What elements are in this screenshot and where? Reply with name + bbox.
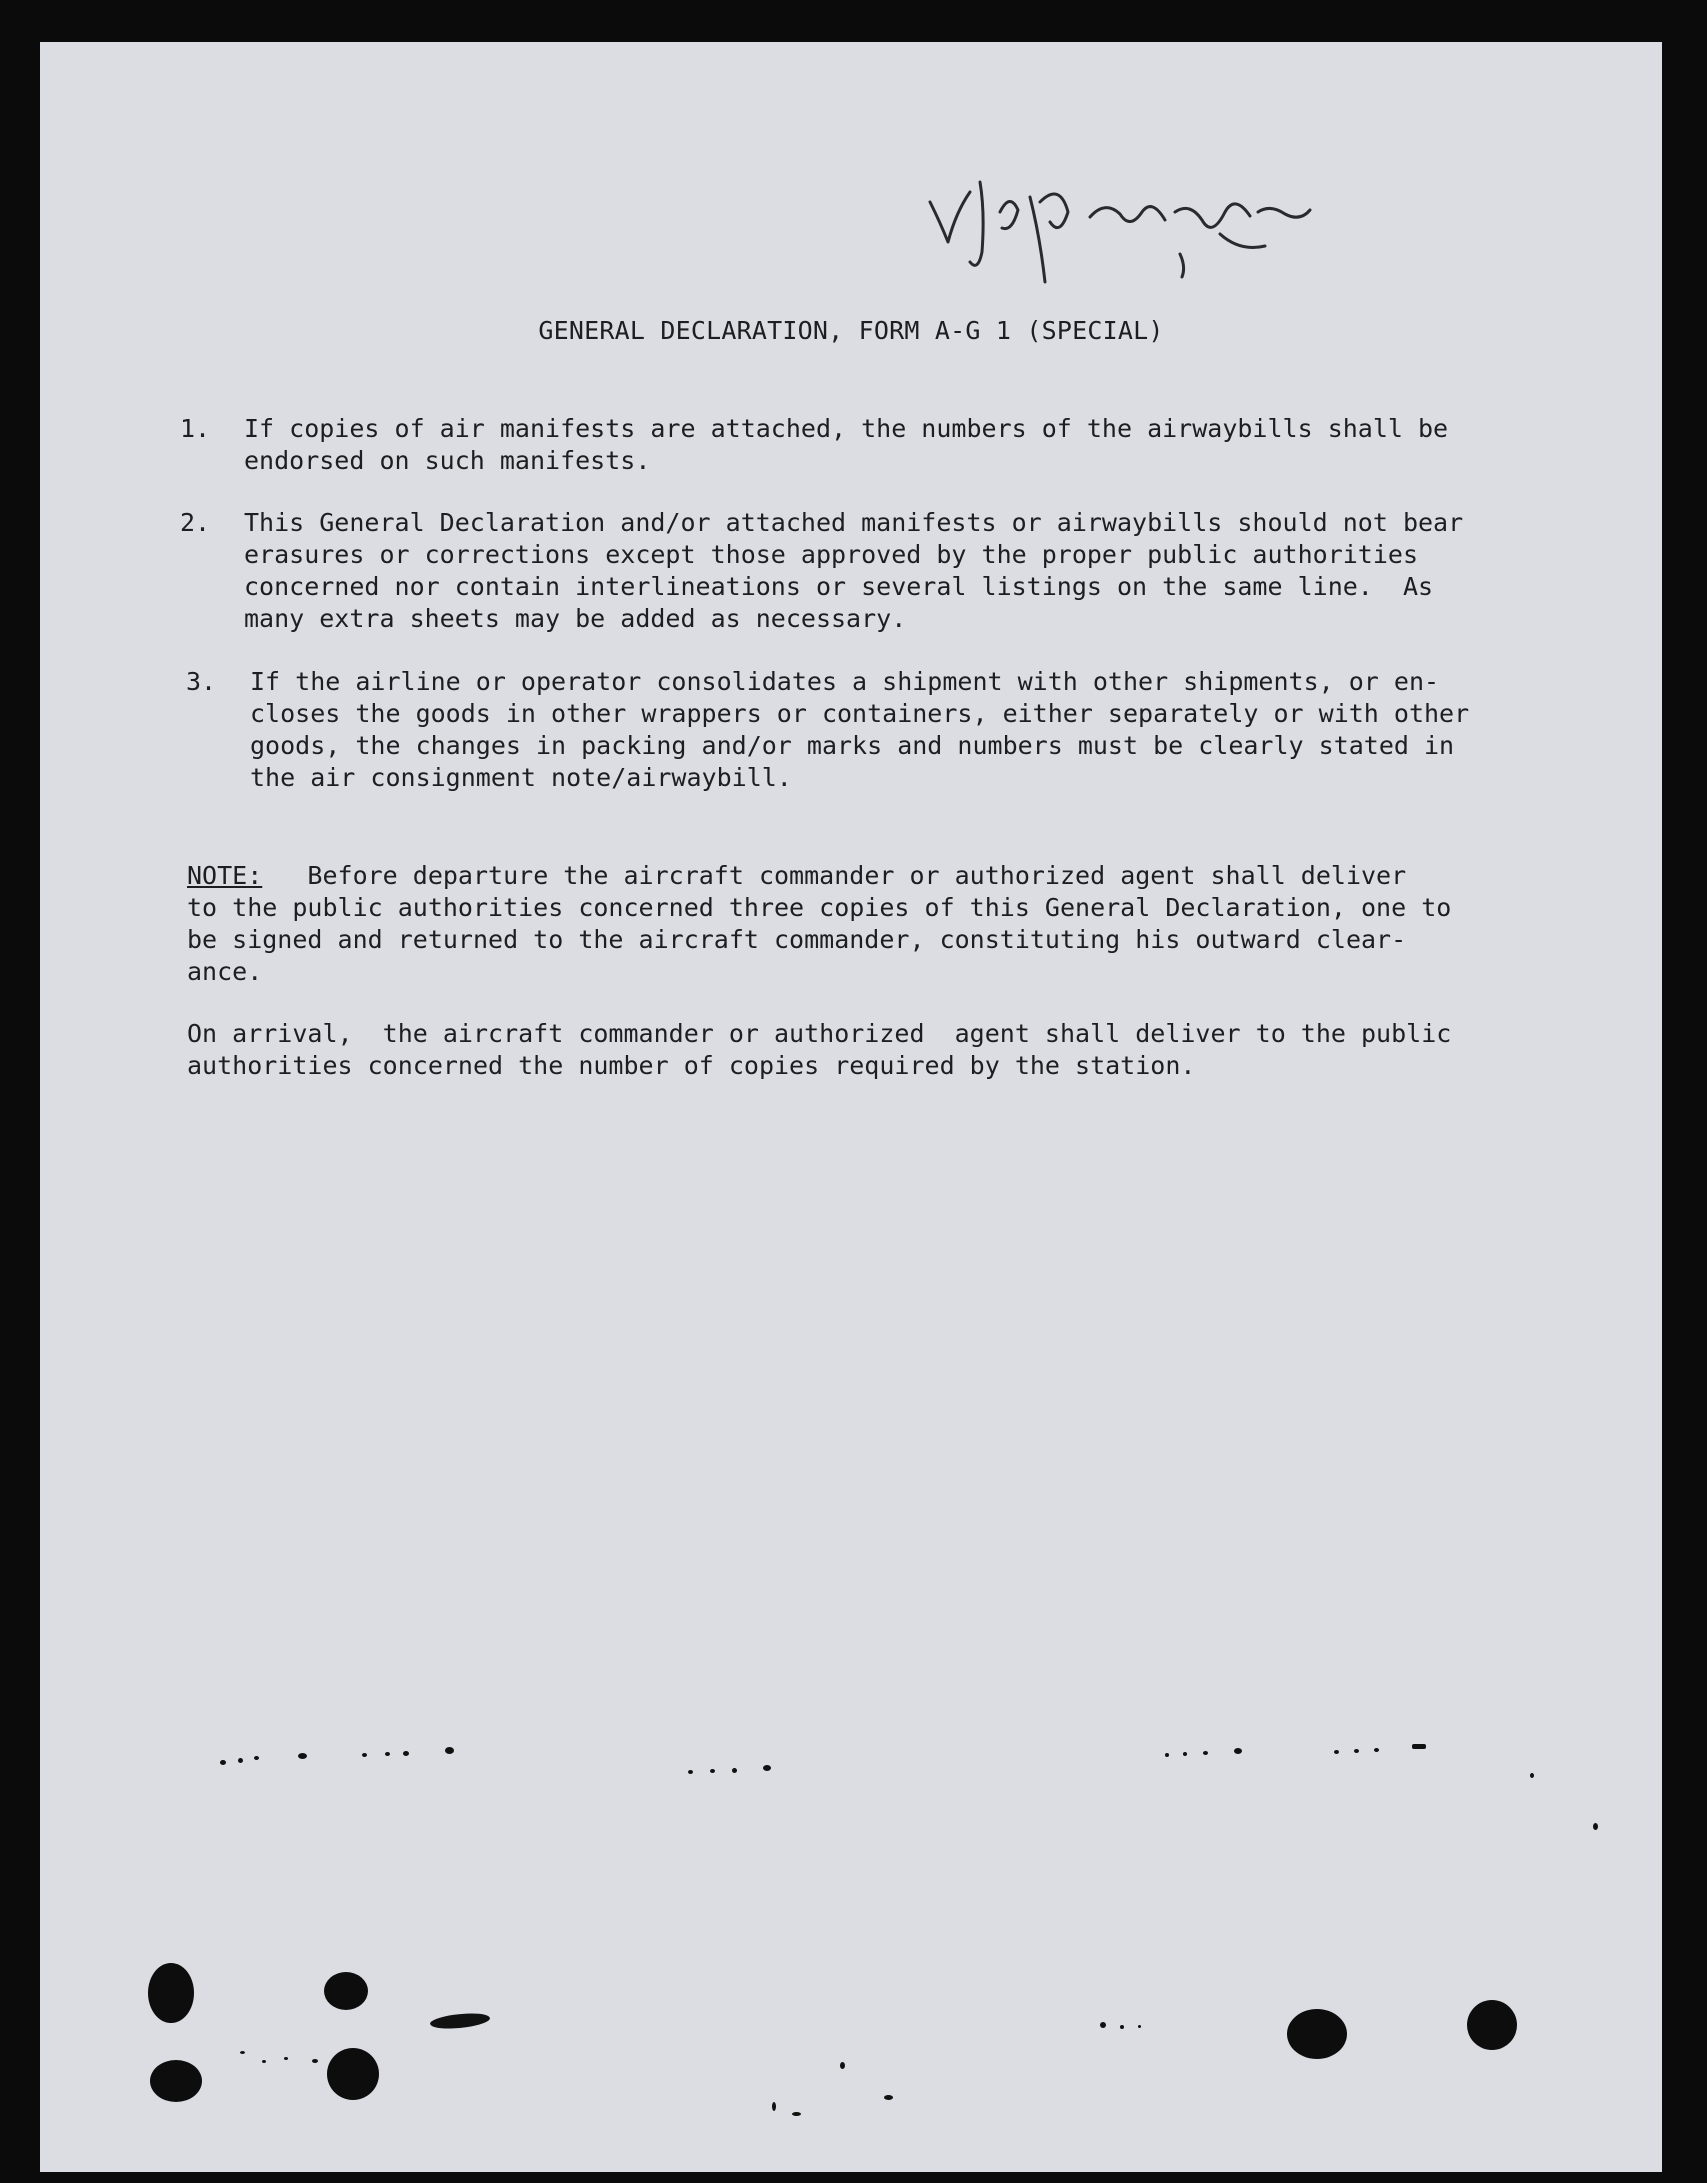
text-line: This General Declaration and/or attached manifests or airwaybills should not bear	[244, 508, 1464, 537]
handwritten-signature	[890, 142, 1350, 312]
item-number: 3.	[186, 667, 217, 696]
note-label: NOTE:	[187, 861, 263, 890]
item-number: 1.	[180, 414, 211, 443]
text-line: If copies of air manifests are attached, the numbers of the airwaybills shall be	[244, 414, 1449, 443]
text-line: goods, the changes in packing and/or marks and numbers must be clearly stated in	[250, 731, 1455, 760]
text-line: If the airline or operator consolidates a shipment with other shipments, or en-	[250, 667, 1440, 696]
text-line: many extra sheets may be added as necessary.	[244, 604, 907, 633]
item-text	[244, 413, 1560, 477]
item-number: 2.	[180, 508, 211, 537]
note-paragraph	[187, 860, 1567, 988]
text-line: Before departure the aircraft commander or authorized agent shall deliver	[262, 861, 1407, 890]
item-text	[250, 666, 1566, 794]
text-line: closes the goods in other wrappers or containers, either separately or with other	[250, 699, 1470, 728]
text-line: On arrival, the aircraft commander or authorized agent shall deliver to the public	[187, 1019, 1452, 1048]
text-line: endorsed on such manifests.	[244, 446, 651, 475]
text-line: erasures or corrections except those approved by the proper public authorities	[244, 540, 1418, 569]
arrival-paragraph	[187, 1018, 1567, 1082]
text-line: to the public authorities concerned three copies of this General Declaration, one to	[187, 893, 1452, 922]
text-line: authorities concerned the number of copies required by the station.	[187, 1051, 1196, 1080]
form-title: GENERAL DECLARATION, FORM A-G 1 (SPECIAL)	[538, 316, 1164, 345]
text-line: concerned nor contain interlineations or several listings on the same line. As	[244, 572, 1434, 601]
text-line: be signed and returned to the aircraft commander, constituting his outward clear-	[187, 925, 1407, 954]
document-page	[40, 42, 1662, 2172]
text-line: the air consignment note/airwaybill.	[250, 763, 792, 792]
item-text	[244, 507, 1560, 635]
text-line: ance.	[187, 957, 263, 986]
